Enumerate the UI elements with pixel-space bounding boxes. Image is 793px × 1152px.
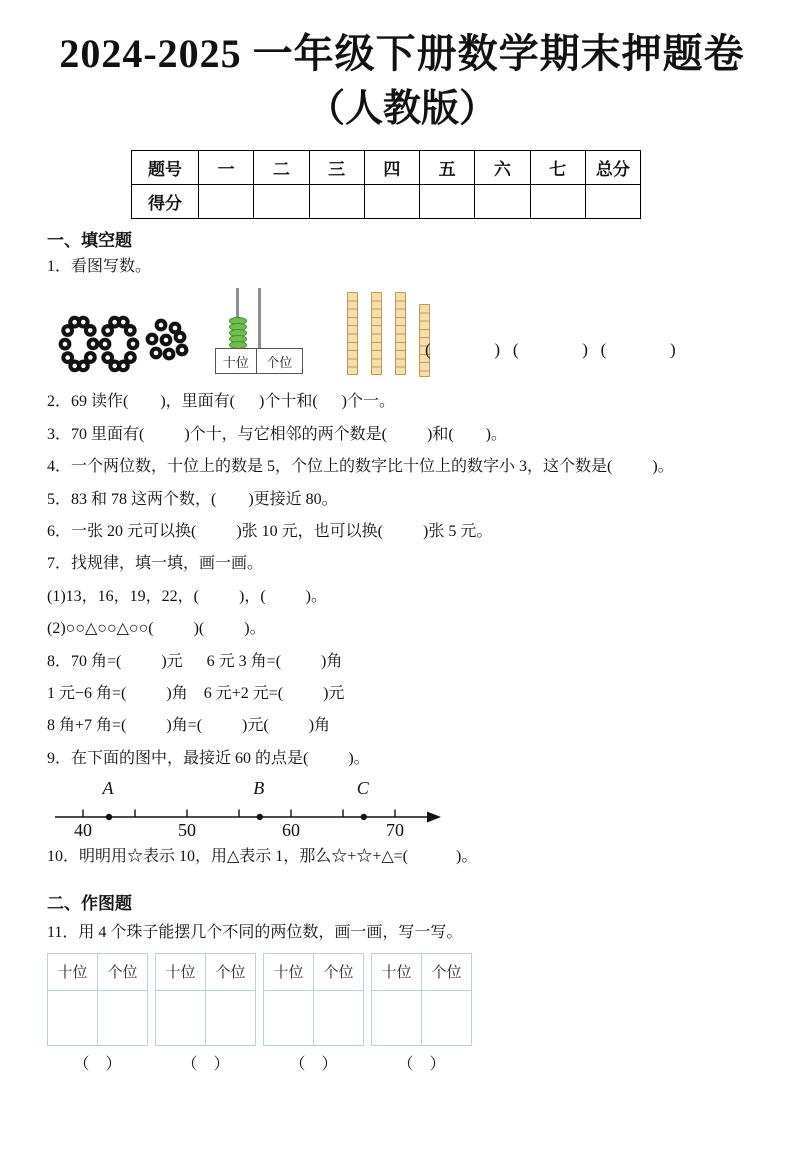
score-cell [199,185,254,219]
score-cell [309,185,364,219]
place-value-table [371,953,472,1046]
place-value-table [263,953,364,1046]
question-8-line-3: 8 角+7 角=( )角=( )元( )角 [47,717,331,735]
ones-cell [98,990,148,1045]
tens-cell [264,990,314,1045]
tens-header: 十位 [264,953,314,990]
abacus-figure [215,288,303,374]
question-6: 6．一张 20 元可以换( )张 10 元，也可以换( )张 5 元。 [47,523,493,541]
q1-answer-blanks: ( ) ( ) ( ) [425,340,676,360]
score-header-cell: 一 [199,151,254,185]
tens-header: 十位 [48,953,98,990]
tens-header: 十位 [156,953,206,990]
place-value-block [47,953,148,1074]
abacus-tens-label: 十位 [216,349,257,373]
ones-header: 个位 [422,953,472,990]
tens-cell [372,990,422,1045]
score-cell [530,185,585,219]
score-header-cell: 二 [254,151,309,185]
score-header-cell: 四 [364,151,419,185]
score-header-cell: 总分 [585,151,640,185]
abacus-ones-label: 个位 [266,354,293,370]
q1-figure [47,280,757,386]
score-header-cell: 六 [475,151,530,185]
exam-title: 2024-2025 一年级下册数学期末押题卷 [59,31,745,76]
question-1: 1．看图写数。 [47,258,152,276]
tens-header: 十位 [372,953,422,990]
question-7: 7．找规律，填一填，画一画。 [47,555,264,573]
score-cell [475,185,530,219]
answer-blank: （ ） [397,1055,446,1073]
svg-text:70: 70 [386,820,404,841]
answer-blank: （ ） [73,1055,122,1073]
section-heading-drawing: 二、作图题 [47,893,132,913]
question-10: 10．明明用☆表示 10，用△表示 1，那么☆+☆+△=( )。 [47,848,478,866]
ones-cell [422,990,472,1045]
question-8: 8．70 角=( )元 6 元 3 角=( )角 [47,652,343,670]
tens-cell [156,990,206,1045]
abacus-beads [229,319,247,349]
exam-page [0,30,793,1074]
place-value-table [155,953,256,1046]
place-value-tables-row [47,953,757,1074]
score-header-cell: 七 [530,151,585,185]
score-table [131,150,641,219]
question-3: 3．70 里面有( )个十，与它相邻的两个数是( )和( )。 [47,425,507,443]
svg-text:60: 60 [282,820,300,841]
question-8-line-2: 1 元−6 角=( )角 6 元+2 元=( )元 [47,685,345,703]
score-table-header-row [132,151,641,185]
section-gap [47,874,757,890]
score-cell [254,185,309,219]
svg-text:C: C [356,778,369,799]
ones-header: 个位 [98,953,148,990]
place-value-block [155,953,256,1074]
score-header-cell: 题号 [132,151,199,185]
answer-blank: （ ） [289,1055,338,1073]
bead-rings-figure [55,304,195,382]
score-table-score-row [132,185,641,219]
question-4: 4．一个两位数，十位上的数是 5，个位上的数字比十位上的数字小 3，这个数是( )。 [47,458,674,476]
question-2: 2．69 读作( )，里面有( )个十和( )个一。 [47,393,395,411]
score-label-cell: 得分 [132,185,199,219]
ones-cell [206,990,256,1045]
exam-subtitle: （人教版） [306,87,497,130]
tens-cell [48,990,98,1045]
place-value-block [263,953,364,1074]
score-header-cell: 三 [309,151,364,185]
score-header-cell: 五 [420,151,475,185]
score-cell [585,185,640,219]
svg-text:A: A [102,778,114,799]
base-ten-sticks-figure [347,292,430,377]
ones-cell [314,990,364,1045]
place-value-block [371,953,472,1074]
ones-header: 个位 [314,953,364,990]
ones-header: 个位 [206,953,256,990]
score-cell [420,185,475,219]
abacus-rod-ones [258,288,261,352]
ten-stick [371,292,382,375]
abacus-base [215,348,303,374]
ten-stick [347,292,358,375]
place-value-table [47,953,148,1046]
question-9: 9．在下面的图中，最接近 60 的点是( )。 [47,749,370,767]
svg-text:B: B [253,778,265,799]
answer-blank: （ ） [181,1055,230,1073]
question-7-sub-1: (1)13，16，19，22，( )，( )。 [47,587,327,605]
section-heading-fill-blank: 一、填空题 [47,231,132,251]
ten-stick [395,292,406,375]
question-7-sub-2: (2)○○△○○△○○( )( )。 [47,620,266,638]
question-11: 11．用 4 个珠子能摆几个不同的两位数，画一画，写一写。 [47,923,463,941]
score-cell [364,185,419,219]
number-line-figure [47,775,757,841]
question-5: 5．83 和 78 这两个数，( )更接近 80。 [47,490,338,508]
svg-text:50: 50 [178,820,196,841]
svg-text:40: 40 [74,820,92,841]
